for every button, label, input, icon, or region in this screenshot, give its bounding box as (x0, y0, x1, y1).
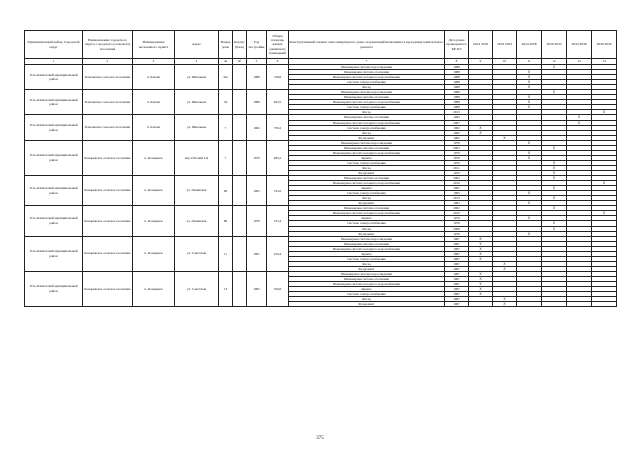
structural-element: Система электроснабжения (289, 191, 445, 196)
building-district: Усть-Камчатский муниципальный район (25, 115, 83, 140)
column-number: 9 (469, 59, 493, 65)
building-district: Усть-Камчатский муниципальный район (25, 236, 83, 271)
structural-element: Инженерная система водоотведения (289, 271, 445, 276)
period-mark: X (469, 282, 493, 287)
building-build-year: 1967 (247, 236, 267, 271)
period-cell (592, 302, 617, 307)
building-settlement: Ключевское сельское поселение (83, 65, 133, 90)
column-number: 1 (25, 59, 83, 65)
building-district: Усть-Камчатский муниципальный район (25, 65, 83, 90)
period-mark: X (469, 125, 493, 130)
previous-repair-date: 1988 (445, 80, 469, 85)
previous-repair-date: 1970 (445, 140, 469, 145)
building-area: 728,6 (267, 65, 289, 90)
header-row (25, 31, 617, 59)
period-mark: X (542, 165, 567, 170)
structural-element: Фасад (289, 85, 445, 90)
structural-element: Инженерная система холодного водоснабжения (289, 75, 445, 80)
building-house-number: 32а (219, 65, 233, 90)
column-number: 6 (267, 59, 289, 65)
capital-repair-schedule-sheet (24, 30, 616, 307)
structural-element: Фундамент (289, 170, 445, 175)
structural-element: Фундамент (289, 201, 445, 206)
structural-element: Фасад (289, 261, 445, 266)
structural-element: Крыша (289, 186, 445, 191)
previous-repair-date: 1988 (445, 85, 469, 90)
header-address: Адрес (175, 31, 219, 59)
structural-element: Фундамент (289, 231, 445, 236)
period-mark: X (542, 196, 567, 201)
building-house-number: 80 (219, 206, 233, 236)
period-mark: X (542, 145, 567, 150)
building-locality: п. Ключи (133, 90, 175, 115)
building-settlement: Ключевское сельское поселение (83, 90, 133, 115)
header-corpus: Корпус (блок) (233, 31, 247, 59)
period-mark: X (517, 216, 542, 221)
structural-element: Система электроснабжения (289, 256, 445, 261)
column-number: 10 (493, 59, 517, 65)
period-mark: X (542, 206, 567, 211)
previous-repair-date: 1967 (445, 261, 469, 266)
period-mark: X (469, 130, 493, 135)
header-house: Номер дома (219, 31, 233, 59)
previous-repair-date: 1967 (445, 251, 469, 256)
building-house-number: 13 (219, 271, 233, 306)
building-house-number: 7 (219, 140, 233, 175)
column-number: 3 (133, 59, 175, 65)
period-mark: X (517, 80, 542, 85)
period-mark: X (493, 261, 517, 266)
building-corpus (233, 90, 247, 115)
previous-repair-date: 1988 (445, 75, 469, 80)
header-period-2024: 2024 2028 (517, 31, 542, 59)
building-area: 229,4 (267, 236, 289, 271)
period-mark: X (592, 211, 617, 216)
header-period-2014: 2014 2018 (469, 31, 493, 59)
building-build-year: 1988 (247, 90, 267, 115)
column-number: 7 (289, 59, 445, 65)
column-number: 4 (175, 59, 219, 65)
period-mark: X (493, 266, 517, 271)
header-district: Муниципальный район, Городской округ (25, 31, 83, 59)
column-number: 8 (445, 59, 469, 65)
previous-repair-date: 1988 (445, 100, 469, 105)
period-mark: X (517, 70, 542, 75)
period-cell (567, 302, 592, 307)
previous-repair-date: 1962 (445, 115, 469, 120)
previous-repair-date: 1967 (445, 246, 469, 251)
repair-program-table (24, 30, 617, 307)
header-period-2039: 2039 2043 (592, 31, 617, 59)
period-mark: X (517, 100, 542, 105)
previous-repair-date: 1962 (445, 130, 469, 135)
period-mark: X (542, 221, 567, 226)
period-mark: X (469, 256, 493, 261)
structural-element: Инженерная система холодного водоснабжения (289, 100, 445, 105)
building-build-year: 1988 (247, 65, 267, 90)
structural-element: Система электроснабжения (289, 160, 445, 165)
structural-element: Система электроснабжения (289, 125, 445, 130)
structural-element: Инженерная система холодного водоснабжения (289, 282, 445, 287)
building-district: Усть-Камчатский муниципальный район (25, 206, 83, 236)
building-house-number: 34 (219, 90, 233, 115)
period-cell (517, 302, 542, 307)
previous-repair-date: 1967 (445, 287, 469, 292)
building-settlement: Ключевское сельское поселение (83, 115, 133, 140)
column-number: 14 (592, 59, 617, 65)
building-locality: п. Козыревск (133, 176, 175, 206)
structural-element: Инженерная система отопления (289, 70, 445, 75)
previous-repair-date: 1967 (445, 271, 469, 276)
previous-repair-date: 1967 (445, 266, 469, 271)
header-locality: Наименование населенного пункта (133, 31, 175, 59)
period-mark: X (517, 155, 542, 160)
header-settlement: Наименование городского округа, городского (сельского) поселения (83, 31, 133, 59)
structural-element: Фасад (289, 130, 445, 135)
building-settlement: Козыревское сельское поселение (83, 236, 133, 271)
period-mark: X (469, 241, 493, 246)
building-street: пер. Рабочий 2-й (175, 140, 219, 175)
period-mark: X (517, 231, 542, 236)
period-mark: X (469, 271, 493, 276)
previous-repair-date: 2002 (445, 206, 469, 211)
period-mark: X (567, 120, 592, 125)
previous-repair-date: 2013 (445, 110, 469, 115)
building-settlement: Козыревское сельское поселение (83, 271, 133, 306)
period-cell (542, 302, 567, 307)
period-mark: X (469, 236, 493, 241)
previous-repair-date: 1976 (445, 231, 469, 236)
building-district: Усть-Камчатский муниципальный район (25, 176, 83, 206)
period-mark: X (542, 226, 567, 231)
structural-element: Инженерная система водоотведения (289, 236, 445, 241)
building-settlement: Козыревское сельское поселение (83, 140, 133, 175)
previous-repair-date: 1967 (445, 302, 469, 307)
structural-element: Фасад (289, 226, 445, 231)
previous-repair-date: 1967 (445, 276, 469, 281)
building-corpus (233, 140, 247, 175)
building-district: Усть-Камчатский муниципальный район (25, 140, 83, 175)
building-corpus (233, 65, 247, 90)
structural-element: Инженерная система холодного водоснабжения (289, 150, 445, 155)
previous-repair-date: 1970 (445, 150, 469, 155)
building-area: 329,6 (267, 271, 289, 306)
period-mark: X (517, 201, 542, 206)
building-street: ул. Ленинская (175, 176, 219, 206)
column-number: 4а (219, 59, 233, 65)
period-mark: X (542, 176, 567, 181)
building-street: ул. Советская (175, 271, 219, 306)
building-corpus (233, 236, 247, 271)
period-mark: X (517, 140, 542, 145)
structural-element: Инженерная система отопления (289, 276, 445, 281)
period-mark: X (493, 302, 517, 307)
previous-repair-date: 2011 (445, 165, 469, 170)
period-cell (469, 302, 493, 307)
structural-element: Система электроснабжения (289, 292, 445, 297)
period-mark: X (517, 85, 542, 90)
column-number: 2 (83, 59, 133, 65)
previous-repair-date: 1988 (445, 105, 469, 110)
building-street: ул. Школьная (175, 90, 219, 115)
header-period-2029: 2029 2033 (542, 31, 567, 59)
period-mark: X (493, 135, 517, 140)
previous-repair-date: 2007 (445, 120, 469, 125)
header-prev-repair-date: Дата ранее проведенного КР КЭ (445, 31, 469, 59)
structural-element: Фасад (289, 297, 445, 302)
building-locality: п. Козыревск (133, 206, 175, 236)
previous-repair-date: 1967 (445, 241, 469, 246)
period-mark: X (469, 251, 493, 256)
previous-repair-date: 1970 (445, 170, 469, 175)
building-house-number: 60 (219, 176, 233, 206)
structural-element: Инженерная система отопления (289, 241, 445, 246)
building-locality: п. Ключи (133, 65, 175, 90)
previous-repair-date: 2010 (445, 181, 469, 186)
structural-element: Фундамент (289, 135, 445, 140)
building-build-year: 1965 (247, 176, 267, 206)
structural-element: Инженерная система отопления (289, 176, 445, 181)
structural-element: Фундамент (289, 266, 445, 271)
structural-element: Инженерная система водоотведения (289, 90, 445, 95)
structural-element: Инженерная система отопления (289, 145, 445, 150)
building-build-year: 1962 (247, 115, 267, 140)
structural-element: Крыша (289, 155, 445, 160)
period-mark: X (542, 65, 567, 70)
header-element: Конструктивный элемент многоквартирного дома, подлежащий включению в программу капитального ремонта (289, 31, 445, 59)
building-corpus (233, 176, 247, 206)
building-street: ул. Школьная (175, 65, 219, 90)
previous-repair-date: 2013 (445, 196, 469, 201)
column-number: 5 (247, 59, 267, 65)
structural-element: Фундамент (289, 302, 445, 307)
structural-element: Фасад (289, 196, 445, 201)
building-corpus (233, 271, 247, 306)
structural-element: Инженерная система водоотведения (289, 65, 445, 70)
building-area: 483,2 (267, 140, 289, 175)
building-district: Усть-Камчатский муниципальный район (25, 271, 83, 306)
structural-element: Система электроснабжения (289, 80, 445, 85)
previous-repair-date: 1967 (445, 282, 469, 287)
structural-element: Инженерная система холодного водоснабжения (289, 211, 445, 216)
header-year: Год постройки (247, 31, 267, 59)
period-mark: X (517, 150, 542, 155)
building-street: ул. Школьная (175, 115, 219, 140)
header-area: Общая площадь жилых (нежилых) помещений (267, 31, 289, 59)
building-settlement: Козыревское сельское поселение (83, 176, 133, 206)
period-mark: X (493, 297, 517, 302)
period-mark: X (542, 90, 567, 95)
previous-repair-date: 1988 (445, 90, 469, 95)
period-mark: X (469, 287, 493, 292)
structural-element: Инженерная система водоотведения (289, 140, 445, 145)
structural-element: Инженерная система отопления (289, 115, 445, 120)
building-area: 315,4 (267, 206, 289, 236)
building-house-number: 7 (219, 115, 233, 140)
page-number: 375 (316, 436, 324, 441)
previous-repair-date: 1976 (445, 216, 469, 221)
structural-element: Крыша (289, 251, 445, 256)
structural-element: Инженерная система холодного водоснабжения (289, 246, 445, 251)
previous-repair-date: 1965 (445, 186, 469, 191)
structural-element: Крыша (289, 216, 445, 221)
building-area: 493,5 (267, 90, 289, 115)
structural-element: Крыша (289, 287, 445, 292)
building-settlement: Козыревское сельское поселение (83, 206, 133, 236)
period-mark: X (517, 75, 542, 80)
previous-repair-date: 1970 (445, 160, 469, 165)
previous-repair-date: 1962 (445, 125, 469, 130)
building-district: Усть-Камчатский муниципальный район (25, 90, 83, 115)
building-corpus (233, 115, 247, 140)
building-street: ул. Ленинская (175, 206, 219, 236)
previous-repair-date: 1965 (445, 191, 469, 196)
structural-element: Инженерная система отопления (289, 95, 445, 100)
building-locality: п. Козыревск (133, 236, 175, 271)
period-mark: X (542, 170, 567, 175)
previous-repair-date: 1967 (445, 256, 469, 261)
previous-repair-date: 1988 (445, 65, 469, 70)
structural-element: Инженерная система отопления (289, 206, 445, 211)
previous-repair-date: 1967 (445, 236, 469, 241)
building-street: ул. Советская (175, 236, 219, 271)
building-build-year: 1970 (247, 140, 267, 175)
previous-repair-date: 1988 (445, 70, 469, 75)
building-build-year: 1976 (247, 206, 267, 236)
period-mark: X (542, 186, 567, 191)
previous-repair-date: 1967 (445, 297, 469, 302)
previous-repair-date: 2003 (445, 145, 469, 150)
building-house-number: 11 (219, 236, 233, 271)
building-area: 736,2 (267, 115, 289, 140)
period-mark: X (542, 160, 567, 165)
structural-element: Система электроснабжения (289, 221, 445, 226)
period-mark: X (469, 246, 493, 251)
structural-element: Фасад (289, 165, 445, 170)
previous-repair-date: 1962 (445, 135, 469, 140)
period-mark: X (517, 95, 542, 100)
period-mark: X (469, 276, 493, 281)
period-mark: X (469, 292, 493, 297)
building-locality: п. Козыревск (133, 271, 175, 306)
previous-repair-date: 2008 (445, 226, 469, 231)
period-mark: X (517, 105, 542, 110)
period-mark: X (567, 115, 592, 120)
building-corpus (233, 206, 247, 236)
column-number: 13 (567, 59, 592, 65)
period-mark: X (592, 181, 617, 186)
building-locality: п. Ключи (133, 115, 175, 140)
column-number: 4б (233, 59, 247, 65)
header-period-2019: 2019 2023 (493, 31, 517, 59)
building-locality: п. Козыревск (133, 140, 175, 175)
previous-repair-date: 2002 (445, 176, 469, 181)
structural-element: Фасад (289, 110, 445, 115)
previous-repair-date: 1965 (445, 201, 469, 206)
previous-repair-date: 1988 (445, 95, 469, 100)
repair-program-body (25, 65, 617, 307)
period-mark: X (517, 191, 542, 196)
header-period-2034: 2034 2038 (567, 31, 592, 59)
structural-element: Система электроснабжения (289, 105, 445, 110)
period-mark: X (592, 110, 617, 115)
previous-repair-date: 1970 (445, 155, 469, 160)
previous-repair-date: 1967 (445, 292, 469, 297)
structural-element: Инженерная система холодного водоснабжения (289, 120, 445, 125)
building-build-year: 1965 (247, 271, 267, 306)
structural-element: Инженерная система холодного водоснабжения (289, 181, 445, 186)
building-area: 745,0 (267, 176, 289, 206)
column-number: 12 (542, 59, 567, 65)
previous-repair-date: 2010 (445, 211, 469, 216)
previous-repair-date: 1976 (445, 221, 469, 226)
column-number: 11 (517, 59, 542, 65)
